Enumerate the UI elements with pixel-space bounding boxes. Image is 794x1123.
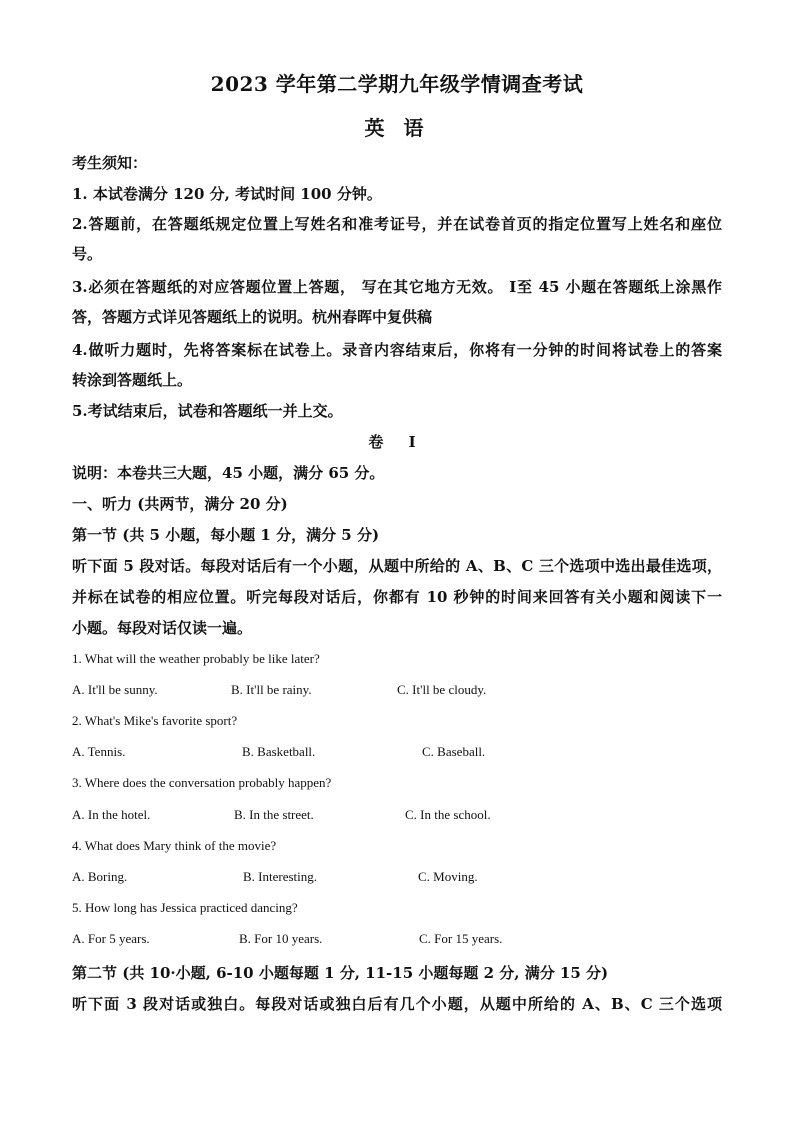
- question-5-option-c: C. For 15 years.: [419, 931, 503, 946]
- section1-instructions: 听下面 5 段对话。每段对话后有一个小题，从题中所给的 A、B、C 三个选项中选出最佳选项，: [72, 557, 722, 575]
- notice-heading: 考生须知：: [72, 154, 148, 172]
- notice-item: 答，答题方式详见答题纸上的说明。杭州春晖中复供稿: [72, 308, 433, 326]
- notice-item: 3.必须在答题纸的对应答题位置上答题， 写在其它地方无效。 Ⅰ至 45 小题在答题纸上涂黑作: [72, 278, 722, 296]
- exam-title: 2023 学年第二学期九年级学情调查考试: [210, 72, 584, 96]
- question-3-option-c: C. In the school.: [405, 807, 491, 822]
- question-3: 3. Where does the conversation probably happen?: [72, 775, 332, 790]
- question-4-option-c: C. Moving.: [418, 869, 478, 884]
- question-1-option-c: C. It'll be cloudy.: [397, 682, 487, 697]
- question-1-option-b: B. It'll be rainy.: [231, 682, 312, 697]
- question-4-option-b: B. Interesting.: [243, 869, 318, 884]
- section1-instructions: 小题。每段对话仅读一遍。: [72, 619, 253, 637]
- question-5-option-a: A. For 5 years.: [72, 931, 150, 946]
- question-4: 4. What does Mary think of the movie?: [72, 838, 277, 853]
- part1-title: 一、听力 (共两节，满分 20 分): [72, 495, 288, 513]
- section1-title: 第一节 (共 5 小题，每小题 1 分，满分 5 分): [72, 526, 380, 544]
- notice-item: 5.考试结束后，试卷和答题纸一并上交。: [72, 402, 343, 420]
- volume-description: 说明：本卷共三大题，45 小题，满分 65 分。: [72, 464, 385, 482]
- question-5: 5. How long has Jessica practiced dancing?: [72, 900, 298, 915]
- question-5-option-b: B. For 10 years.: [239, 931, 323, 946]
- notice-item: 号。: [72, 245, 103, 263]
- notice-item: 转涂到答题纸上。: [72, 371, 193, 389]
- notice-item: 1. 本试卷满分 120 分, 考试时间 100 分钟。: [72, 185, 382, 203]
- section2-instructions: 听下面 3 段对话或独白。每段对话或独白后有几个小题，从题中所给的 A、B、C 三个选项: [72, 995, 722, 1013]
- question-1: 1. What will the weather probably be like later?: [72, 651, 320, 666]
- section1-instructions: 并标在试卷的相应位置。听完每段对话后，你都有 10 秒钟的时间来回答有关小题和阅读下一: [72, 588, 722, 606]
- notice-item: 4.做听力题时，先将答案标在试卷上。录音内容结束后，你将有一分钟的时间将试卷上的答案: [72, 341, 722, 359]
- notice-item: 2.答题前，在答题纸规定位置上写姓名和准考证号，并在试卷首页的指定位置写上姓名和座位: [72, 215, 722, 233]
- question-4-option-a: A. Boring.: [72, 869, 128, 884]
- question-2: 2. What's Mike's favorite sport?: [72, 713, 238, 728]
- volume-label: 卷 Ⅰ: [368, 433, 426, 451]
- question-3-option-b: B. In the street.: [234, 807, 314, 822]
- question-2-option-b: B. Basketball.: [242, 744, 316, 759]
- question-2-option-a: A. Tennis.: [72, 744, 126, 759]
- section2-title: 第二节 (共 10·小题, 6-10 小题每题 1 分, 11-15 小题每题 2 分, 满分 15 分): [72, 964, 609, 982]
- question-1-option-a: A. It'll be sunny.: [72, 682, 158, 697]
- question-3-option-a: A. In the hotel.: [72, 807, 151, 822]
- subject-title: 英 语: [364, 116, 430, 140]
- question-2-option-c: C. Baseball.: [422, 744, 486, 759]
